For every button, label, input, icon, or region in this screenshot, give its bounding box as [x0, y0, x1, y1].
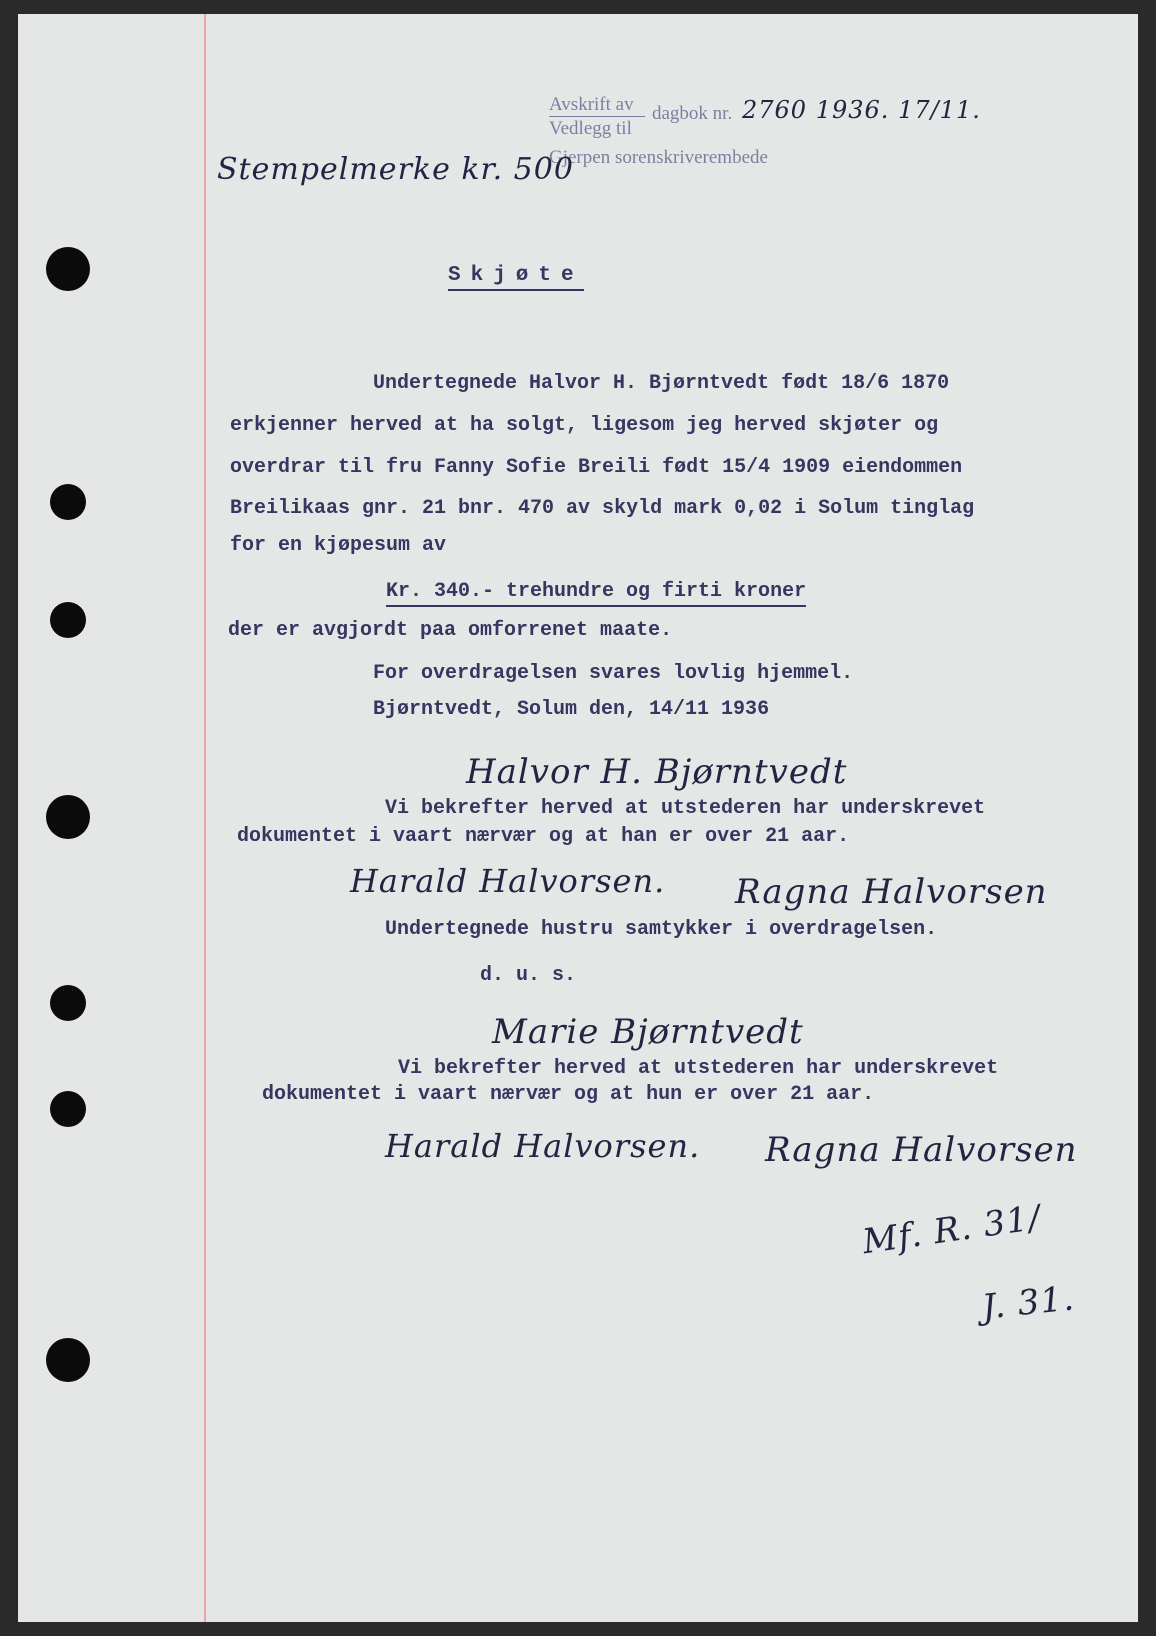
- stamp-duty-note: Stempelmerke kr. 500: [217, 152, 574, 187]
- punch-hole: [50, 985, 86, 1021]
- punch-hole: [50, 1091, 86, 1127]
- witness-statement-line: Vi bekrefter herved at utstederen har underskrevet: [398, 1057, 999, 1080]
- dus-line: d. u. s.: [480, 964, 577, 987]
- punch-hole: [50, 484, 86, 520]
- body-line: Undertegnede Halvor H. Bjørntvedt født 18/6 1870: [373, 372, 950, 395]
- witness-statement-line: Vi bekrefter herved at utstederen har underskrevet: [385, 797, 986, 820]
- witness-signature: Harald Halvorsen.: [385, 1127, 701, 1165]
- wife-signature: Marie Bjørntvedt: [492, 1012, 804, 1052]
- hjemmel-line: For overdragelsen svares lovlig hjemmel.: [373, 662, 854, 685]
- witness-signature: Harald Halvorsen.: [350, 862, 666, 900]
- witness-signature: Ragna Halvorsen: [765, 1130, 1078, 1170]
- stamp-dagbok: dagbok nr.: [652, 103, 733, 124]
- stamp-vedlegg: Vedlegg til: [549, 118, 632, 139]
- payment-note: der er avgjordt paa omforrenet maate.: [228, 619, 673, 642]
- seller-signature: Halvor H. Bjørntvedt: [466, 752, 848, 792]
- margin-rule: [204, 14, 206, 1622]
- punch-hole: [50, 602, 86, 638]
- body-line: erkjenner herved at ha solgt, ligesom jeg herved skjøter og: [230, 414, 939, 437]
- body-line: for en kjøpesum av: [230, 534, 447, 557]
- witness-statement-line: dokumentet i vaart nærvær og at hun er over 21 aar.: [262, 1083, 875, 1106]
- dagbok-number: 2760 1936. 17/11.: [742, 96, 981, 124]
- witness-signature: Ragna Halvorsen: [735, 872, 1048, 912]
- stamp-divider: [549, 116, 645, 117]
- registration-note: Mf. R. 31/: [860, 1197, 1044, 1263]
- body-line: overdrar til fru Fanny Sofie Breili født 15/4 1909 eiendommen: [230, 456, 963, 479]
- purchase-amount: Kr. 340.- trehundre og firti kroner: [386, 580, 806, 607]
- place-date: Bjørntvedt, Solum den, 14/11 1936: [373, 698, 770, 721]
- punch-hole: [46, 247, 90, 291]
- witness-statement-line: dokumentet i vaart nærvær og at han er over 21 aar.: [237, 825, 850, 848]
- document-title: Skjøte: [448, 264, 584, 291]
- stamp-office: Gjerpen sorenskriverembede: [549, 147, 768, 168]
- stamp-avskrift: Avskrift av: [549, 94, 634, 115]
- punch-hole: [46, 795, 90, 839]
- punch-hole: [46, 1338, 90, 1382]
- wife-consent: Undertegnede hustru samtykker i overdragelsen.: [385, 918, 938, 941]
- registration-note: J. 31.: [980, 1278, 1077, 1328]
- body-line: Breilikaas gnr. 21 bnr. 470 av skyld mark 0,02 i Solum tinglag: [230, 497, 975, 520]
